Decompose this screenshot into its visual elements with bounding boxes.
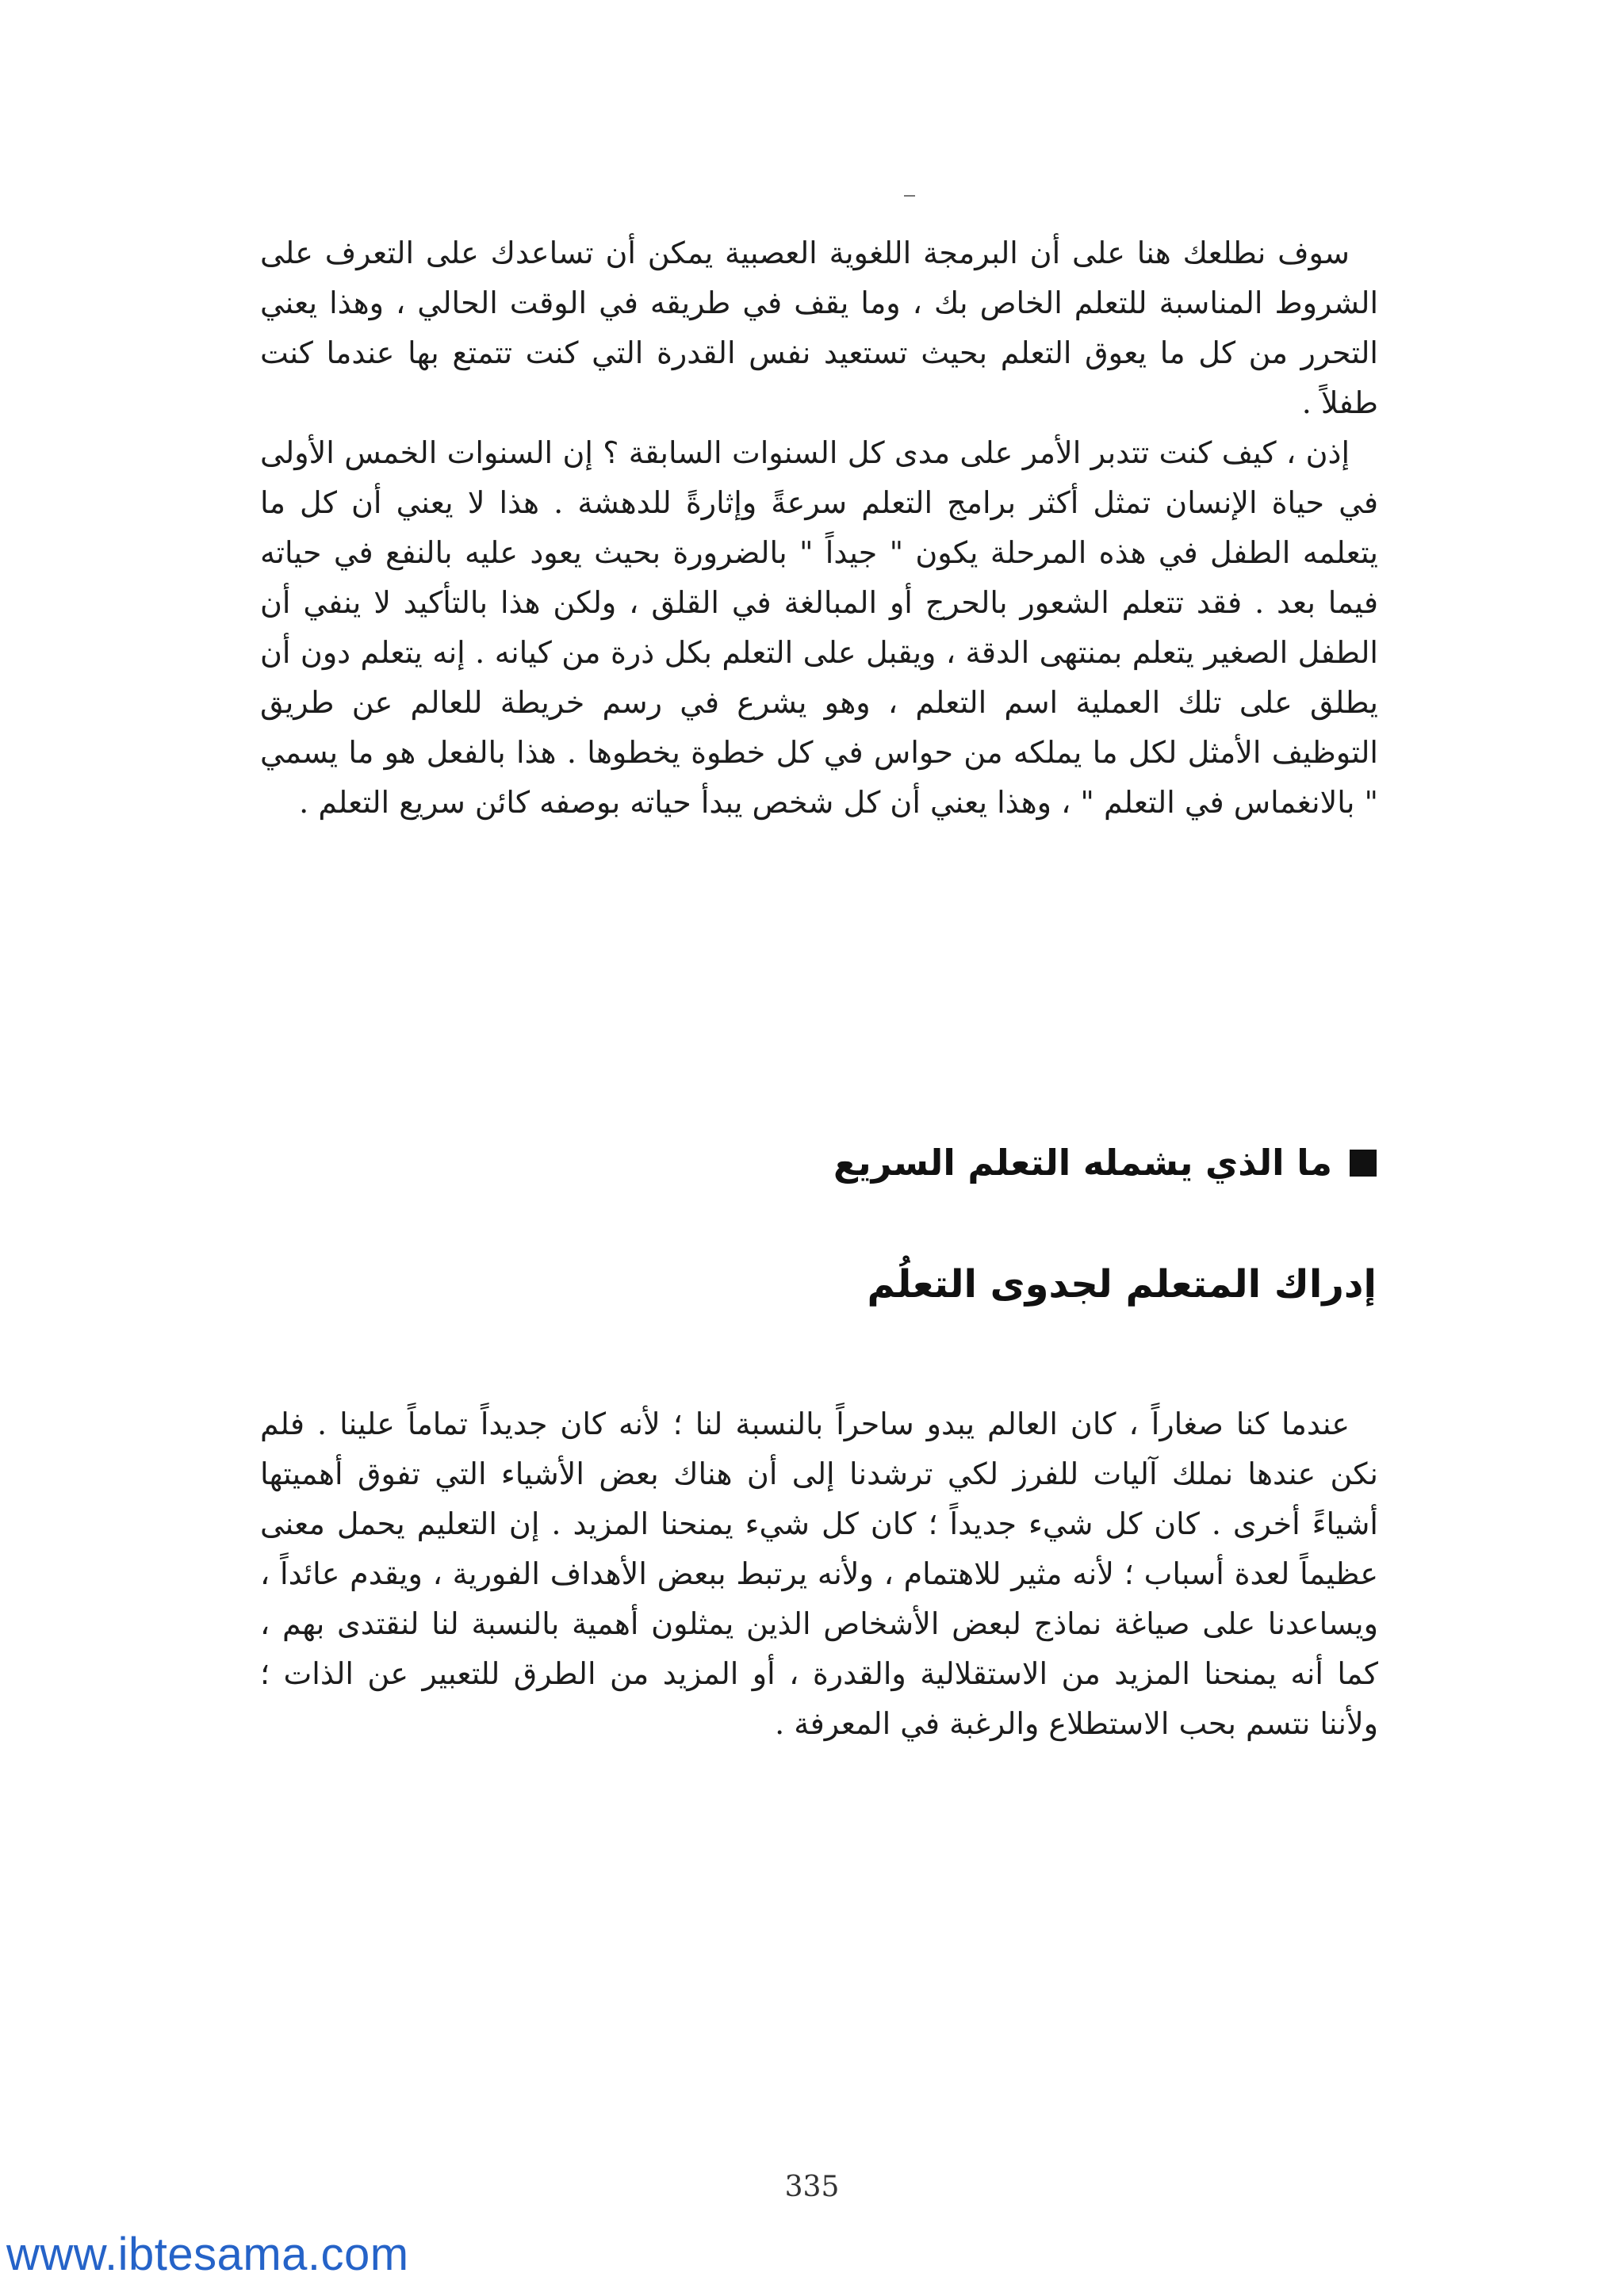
paragraph: سوف نطلعك هنا على أن البرمجة اللغوية العصبية يمكن أن تساعدك على التعرف على الشروط المناسبة للتعلم الخاص بك ، وما يقف في طريقه في الوقت الحالي ، وهذا يعني التحرر من كل ما يعوق التعلم بحيث تستعيد نفس القدرة التي كنت تتمتع بها عندما كنت طفلاً .	[260, 235, 1378, 420]
square-bullet-icon	[1350, 1150, 1377, 1177]
paragraph: عندما كنا صغاراً ، كان العالم يبدو ساحراً بالنسبة لنا ؛ لأنه كان جديداً تماماً علينا . فلم نكن عندها نملك آليات للفرز لكي ترشدنا إلى أن هناك بعض الأشياء التي تفوق أهميتها أشياءً أخرى . كان كل شيء جديداً ؛ كان كل شيء يمنحنا المزيد . إن التعليم يحمل معنى عظيماً لعدة أسباب ؛ لأنه مثير للاهتمام ، ولأنه يرتبط ببعض الأهداف الفورية ، ويقدم عائداً ، ويساعدنا على صياغة نماذج لبعض الأشخاص الذين يمثلون أهمية بالنسبة لنا لنقتدى بهم ، كما أنه يمنحنا المزيد من الاستقلالية والقدرة ، أو المزيد من الطرق للتعبير عن الذات ؛ ولأننا نتسم بحب الاستطلاع والرغبة في المعرفة .	[260, 1406, 1378, 1741]
sub-heading: إدراك المتعلم لجدوى التعلُم	[867, 1262, 1377, 1307]
scan-mark	[904, 195, 915, 197]
section-heading	[833, 1142, 1377, 1184]
body-text-section-2	[260, 1399, 1378, 1749]
paragraph: إذن ، كيف كنت تتدبر الأمر على مدى كل السنوات السابقة ؟ إن السنوات الخمس الأولى في حياة الإنسان تمثل أكثر برامج التعلم سرعةً وإثارةً للدهشة . هذا لا يعني أن كل ما يتعلمه الطفل في هذه المرحلة يكون " جيداً " بالضرورة بحيث يعود عليه بالنفع في حياته فيما بعد . فقد تتعلم الشعور بالحرج أو المبالغة في القلق ، ولكن هذا بالتأكيد لا ينفي أن الطفل الصغير يتعلم بمنتهى الدقة ، ويقبل على التعلم بكل ذرة من كيانه . إنه يتعلم دون أن يطلق على تلك العملية اسم التعلم ، وهو يشرع في رسم خريطة للعالم عن طريق التوظيف الأمثل لكل ما يملكه من حواس في كل خطوة يخطوها . هذا بالفعل هو ما يسمي " بالانغماس في التعلم " ، وهذا يعني أن كل شخص يبدأ حياته بوصفه كائن سريع التعلم .	[260, 435, 1378, 820]
body-text-section-1	[260, 228, 1378, 828]
website-watermark: www.ibtesama.com	[6, 2229, 409, 2280]
section-heading-text: ما الذي يشمله التعلم السريع	[833, 1142, 1332, 1184]
page-number: 335	[784, 2171, 840, 2203]
